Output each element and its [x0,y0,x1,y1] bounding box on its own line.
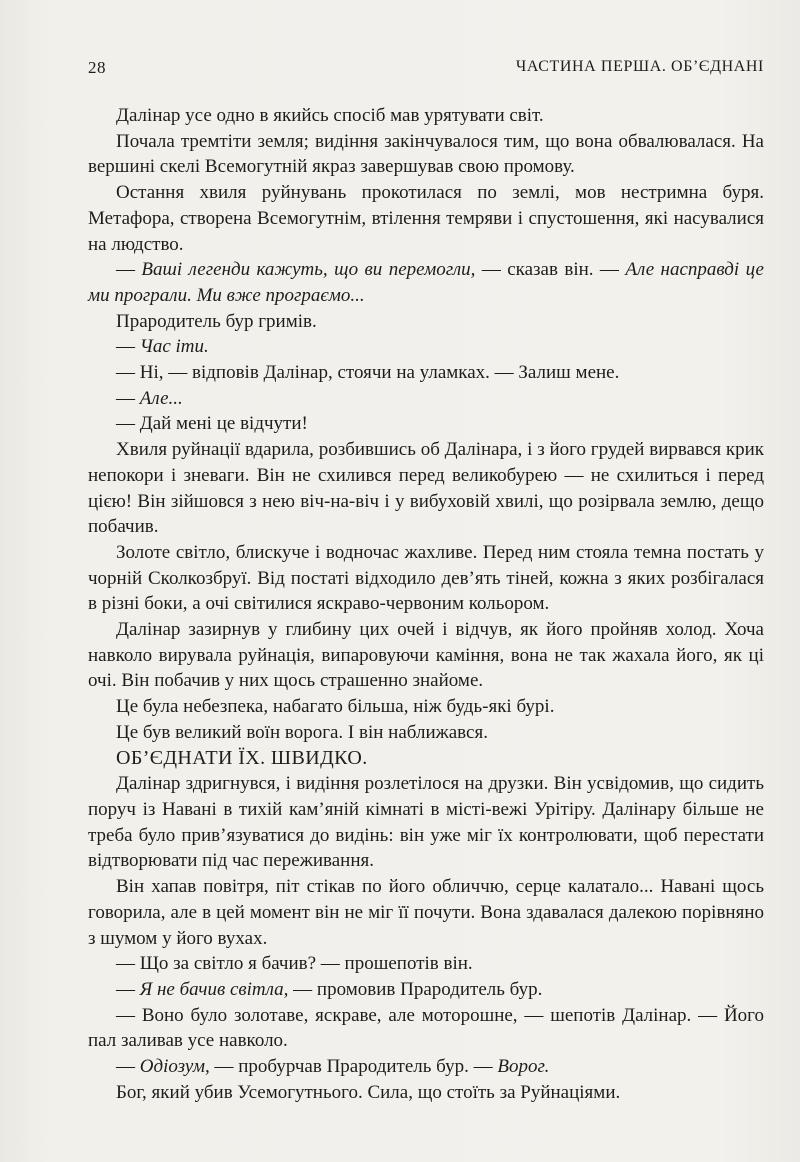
paragraph: Далінар зазирнув у глибину цих очей і відчув, як його пройняв холод. Хоча навколо вирувала руйнація, випаровуючи каміння, вона не так жахала його, як ці очі. Він побачив у них щось страшенно знайоме. [88,619,764,692]
dialogue-paragraph: — Дай мені це відчути! [116,413,308,435]
dash: — [116,1056,140,1078]
italic-speech: Одіозум, [139,1056,210,1078]
dialogue-paragraph: — Воно було золотаве, яскраве, але моторошне, — шепотів Далінар. — Його пал заливав усе навколо. [88,1004,764,1052]
running-head: ЧАСТИНА ПЕРША. ОБ’ЄДНАНІ [515,58,764,75]
paragraph: Далінар здригнувся, і видіння розлетілося на друзки. Він усвідомив, що сидить поруч із Навані в тихій кам’яній кімнаті в місті-вежі Урітіру. Далінару більше не треба було прив’язуватися до видінь: він уже міг їх контролювати, щоб перестати відтворювати під час переживання. [88,773,764,872]
dialogue-paragraph [88,257,764,308]
italic-speech: Але... [139,387,183,409]
dialogue-paragraph: — Ні, — відповів Далінар, стоячи на уламках. — Залиш мене. [116,362,620,384]
dialogue-paragraph: — Що за світло я бачив? — прошепотів він. [116,953,473,975]
italic-speech: Ворог. [497,1056,550,1078]
dialogue-paragraph [88,977,764,1003]
paragraph: Бог, який убив Усемогутнього. Сила, що стоїть за Руйнаціями. [116,1081,621,1103]
dialogue-paragraph [88,386,764,412]
paragraph: Золоте світло, блискуче і водночас жахливе. Перед ним стояла темна постать у чорній Сколкозбруї. Від постаті відходило дев’ять тіней, кожна з яких розбігалася в різні боки, а очі світилися яскраво-червоним кольором. [88,541,764,615]
dialogue-paragraph [88,1054,764,1080]
dialogue-paragraph [88,334,764,360]
italic-speech: Я не бачив світла, [139,978,289,1000]
speech-tag: — промовив Прародитель бур. [288,978,543,1000]
paragraph: Це була небезпека, набагато більша, ніж будь-які бурі. [116,696,555,718]
paragraph: Хвиля руйнації вдарила, розбившись об Далінара, і з його грудей вирвався крик непокори і зневаги. Він не схилився перед великобурею — не схилиться і перед цією! Він зійшовся з нею віч-на-віч і у вибуховій хвилі, що розірвала землю, дещо побачив. [88,439,764,538]
speech-tag: — пробурчав Прародитель бур. — [209,1056,498,1078]
dash: — [116,978,140,1000]
body-text [88,103,764,1105]
italic-speech: Ваші легенди кажуть, що ви перемогли, [141,259,476,281]
shout-line: ОБ’ЄДНАТИ ЇХ. ШВИДКО. [116,746,368,769]
speech-tag: — сказав він. — [475,259,626,281]
paragraph: Він хапав повітря, піт стікав по його обличчю, серце калатало... Навані щось говорила, але в цей момент він не міг її почути. Вона здавалася далекою порівняно з шумом у його вухах. [88,876,764,949]
italic-speech: Час іти. [139,336,209,358]
paragraph: Остання хвиля руйнувань прокотилася по землі, мов нестримна буря. Метафора, створена Всемогутнім, втілення темряви і спустошення, які насувалися на людство. [88,182,764,255]
paragraph: Це був великий воїн ворога. І він наближався. [116,721,488,743]
dash: — [116,387,140,409]
dash: — [116,336,140,358]
page-number: 28 [88,58,106,77]
paragraph: Прародитель бур гримів. [116,310,317,332]
dash: — [116,259,142,281]
italic-speech: Але насправді це ми програли. Ми вже програємо... [88,259,764,306]
paragraph: Почала тремтіти земля; видіння закінчувалося тим, що вона обвалювалася. На вершині скелі Всемогутній якраз завершував свою промову. [88,130,764,178]
paragraph: Далінар усе одно в якийсь спосіб мав урятувати світ. [116,105,544,126]
page-header [88,58,764,82]
